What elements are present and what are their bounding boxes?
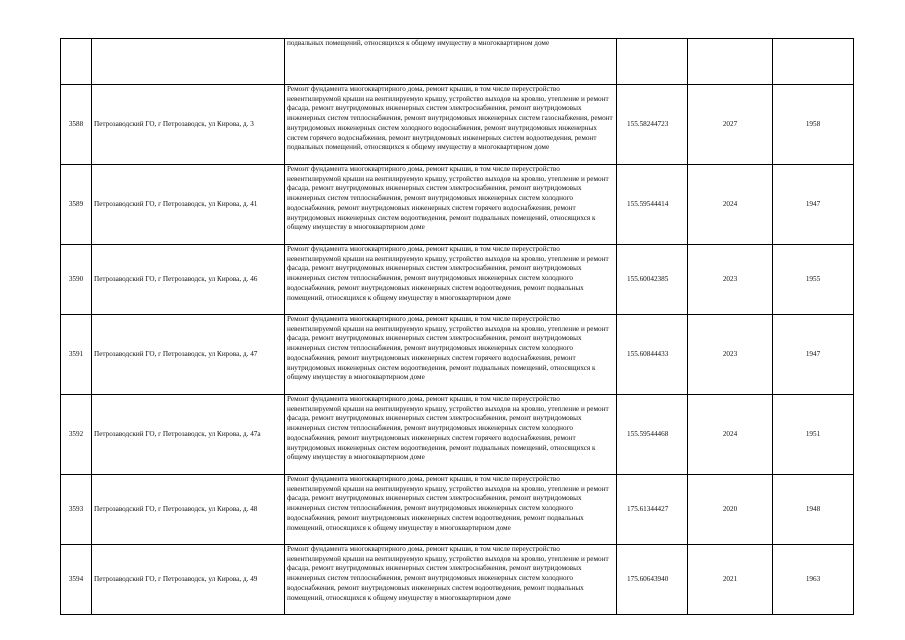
row-build-year: 1955 [773,245,854,315]
table-row [61,39,854,85]
row-address: Петрозаводский ГО, г Петрозаводск, ул Кирова, д. 48 [92,475,285,545]
row-works: Ремонт фундамента многоквартирного дома, ремонт крыши, в том числе переустройство невентилируемой крыши на вентилируемую крышу, устройство выходов на кровлю, утепление и ремонт фасада, ремонт внутридомовых инженерных систем электроснабжения, ремонт внутридомовых инженерных систем теплоснабжения, ремонт внутридомовых инженерных систем холодного водоснабжения, ремонт внутридомовых инженерных систем горячего водоснабжения, ремонт внутридомовых инженерных систем водоотведения, ремонт подвальных помещений, относящихся к общему имуществу в многоквартирном доме [285,315,617,395]
row-address [92,39,285,85]
row-number: 3593 [61,475,92,545]
row-build-year: 1947 [773,165,854,245]
row-value: 175.60643940 [617,545,688,615]
row-build-year: 1948 [773,475,854,545]
row-address: Петрозаводский ГО, г Петрозаводск, ул Кирова, д. 3 [92,85,285,165]
row-planned-year: 2021 [688,545,773,615]
row-build-year: 1951 [773,395,854,475]
row-build-year [773,39,854,85]
table-row [61,245,854,315]
row-planned-year: 2024 [688,165,773,245]
row-number [61,39,92,85]
row-address: Петрозаводский ГО, г Петрозаводск, ул Кирова, д. 46 [92,245,285,315]
table-row [61,165,854,245]
row-value: 155.60844433 [617,315,688,395]
row-works: Ремонт фундамента многоквартирного дома, ремонт крыши, в том числе переустройство невентилируемой крыши на вентилируемую крышу, устройство выходов на кровлю, утепление и ремонт фасада, ремонт внутридомовых инженерных систем электроснабжения, ремонт внутридомовых инженерных систем теплоснабжения, ремонт внутридомовых инженерных систем холодного водоснабжения, ремонт внутридомовых инженерных систем горячего водоснабжения, ремонт внутридомовых инженерных систем водоотведения, ремонт подвальных помещений, относящихся к общему имуществу в многоквартирном доме [285,395,617,475]
row-build-year: 1963 [773,545,854,615]
row-planned-year: 2027 [688,85,773,165]
capital-repair-table [60,38,854,615]
row-number: 3594 [61,545,92,615]
row-address: Петрозаводский ГО, г Петрозаводск, ул Кирова, д. 47 [92,315,285,395]
table-row [61,85,854,165]
row-planned-year: 2023 [688,315,773,395]
row-build-year: 1958 [773,85,854,165]
row-works: Ремонт фундамента многоквартирного дома, ремонт крыши, в том числе переустройство невентилируемой крыши на вентилируемую крышу, устройство выходов на кровлю, утепление и ремонт фасада, ремонт внутридомовых инженерных систем электроснабжения, ремонт внутридомовых инженерных систем теплоснабжения, ремонт внутридомовых инженерных систем холодного водоснабжения, ремонт внутридомовых инженерных систем водоотведения, ремонт подвальных помещений, относящихся к общему имуществу в многоквартирном доме [285,545,617,615]
row-planned-year: 2020 [688,475,773,545]
row-works: Ремонт фундамента многоквартирного дома, ремонт крыши, в том числе переустройство невентилируемой крыши на вентилируемую крышу, устройство выходов на кровлю, утепление и ремонт фасада, ремонт внутридомовых инженерных систем электроснабжения, ремонт внутридомовых инженерных систем теплоснабжения, ремонт внутридомовых инженерных систем холодного водоснабжения, ремонт внутридомовых инженерных систем водоотведения, ремонт подвальных помещений, относящихся к общему имуществу в многоквартирном доме [285,475,617,545]
row-number: 3588 [61,85,92,165]
row-number: 3590 [61,245,92,315]
row-build-year: 1947 [773,315,854,395]
row-number: 3591 [61,315,92,395]
row-planned-year: 2023 [688,245,773,315]
table-row [61,475,854,545]
row-number: 3589 [61,165,92,245]
row-works: Ремонт фундамента многоквартирного дома, ремонт крыши, в том числе переустройство невентилируемой крыши на вентилируемую крышу, устройство выходов на кровлю, утепление и ремонт фасада, ремонт внутридомовых инженерных систем электроснабжения, ремонт внутридомовых инженерных систем теплоснабжения, ремонт внутридомовых инженерных систем газоснабжения, ремонт внутридомовых инженерных систем холодного водоснабжения, ремонт внутридомовых инженерных систем горячего водоснабжения, ремонт внутридомовых инженерных систем водоотведения, ремонт подвальных помещений, относящихся к общему имуществу в многоквартирном доме [285,85,617,165]
row-value: 155.58244723 [617,85,688,165]
row-value: 175.61344427 [617,475,688,545]
table-row [61,395,854,475]
row-address: Петрозаводский ГО, г Петрозаводск, ул Кирова, д. 47а [92,395,285,475]
row-value: 155.59544414 [617,165,688,245]
row-address: Петрозаводский ГО, г Петрозаводск, ул Кирова, д. 41 [92,165,285,245]
table-row [61,545,854,615]
row-value: 155.60042385 [617,245,688,315]
row-works: подвальных помещений, относящихся к общему имуществу в многоквартирном доме [285,39,617,85]
row-works: Ремонт фундамента многоквартирного дома, ремонт крыши, в том числе переустройство невентилируемой крыши на вентилируемую крышу, устройство выходов на кровлю, утепление и ремонт фасада, ремонт внутридомовых инженерных систем электроснабжения, ремонт внутридомовых инженерных систем теплоснабжения, ремонт внутридомовых инженерных систем холодного водоснабжения, ремонт внутридомовых инженерных систем горячего водоснабжения, ремонт внутридомовых инженерных систем водоотведения, ремонт подвальных помещений, относящихся к общему имуществу в многоквартирном доме [285,165,617,245]
table-row [61,315,854,395]
row-works: Ремонт фундамента многоквартирного дома, ремонт крыши, в том числе переустройство невентилируемой крыши на вентилируемую крышу, устройство выходов на кровлю, утепление и ремонт фасада, ремонт внутридомовых инженерных систем электроснабжения, ремонт внутридомовых инженерных систем теплоснабжения, ремонт внутридомовых инженерных систем холодного водоснабжения, ремонт внутридомовых инженерных систем водоотведения, ремонт подвальных помещений, относящихся к общему имуществу в многоквартирном доме [285,245,617,315]
row-value [617,39,688,85]
row-planned-year [688,39,773,85]
row-planned-year: 2024 [688,395,773,475]
row-address: Петрозаводский ГО, г Петрозаводск, ул Кирова, д. 49 [92,545,285,615]
row-value: 155.59544468 [617,395,688,475]
row-number: 3592 [61,395,92,475]
